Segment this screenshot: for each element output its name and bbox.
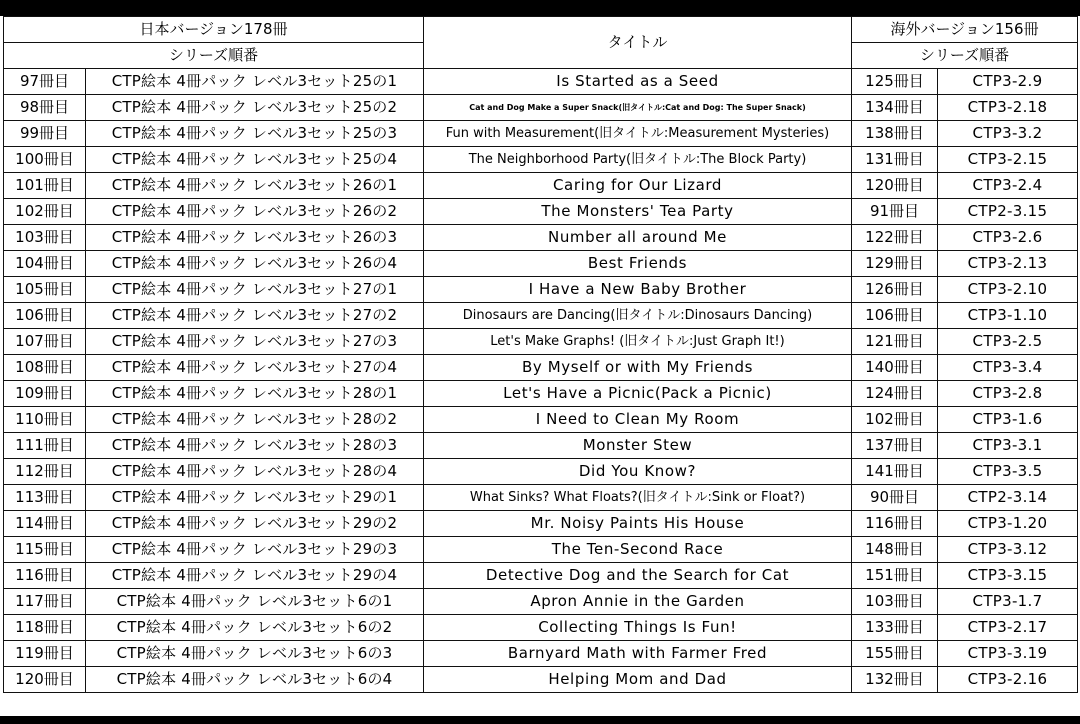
table-row — [4, 511, 1078, 537]
japan-order-cell: 104冊目 — [4, 251, 86, 277]
title-cell: Barnyard Math with Farmer Fred — [424, 641, 852, 667]
series-cell: CTP絵本 4冊パック レベル3セット25の1 — [86, 69, 424, 95]
japan-order-cell: 120冊目 — [4, 667, 86, 693]
series-code-cell: CTP3-3.19 — [938, 641, 1078, 667]
title-cell: Apron Annie in the Garden — [424, 589, 852, 615]
series-code-cell: CTP3-2.6 — [938, 225, 1078, 251]
overseas-order-cell: 155冊目 — [852, 641, 938, 667]
japan-order-cell: 109冊目 — [4, 381, 86, 407]
japan-order-cell: 114冊目 — [4, 511, 86, 537]
table-row — [4, 563, 1078, 589]
header-row-1 — [4, 17, 1078, 43]
series-cell: CTP絵本 4冊パック レベル3セット6の2 — [86, 615, 424, 641]
series-cell: CTP絵本 4冊パック レベル3セット26の4 — [86, 251, 424, 277]
table-row — [4, 407, 1078, 433]
overseas-order-cell: 121冊目 — [852, 329, 938, 355]
title-cell: Cat and Dog Make a Super Snack(旧タイトル:Cat and Dog: The Super Snack) — [424, 95, 852, 121]
series-code-cell: CTP3-2.18 — [938, 95, 1078, 121]
series-code-cell: CTP3-2.9 — [938, 69, 1078, 95]
series-cell: CTP絵本 4冊パック レベル3セット28の1 — [86, 381, 424, 407]
overseas-order-cell: 126冊目 — [852, 277, 938, 303]
overseas-order-cell: 116冊目 — [852, 511, 938, 537]
japan-order-cell: 98冊目 — [4, 95, 86, 121]
table-row — [4, 615, 1078, 641]
series-code-cell: CTP2-3.14 — [938, 485, 1078, 511]
book-list-sheet — [0, 16, 1080, 716]
series-code-cell: CTP3-2.4 — [938, 173, 1078, 199]
series-cell: CTP絵本 4冊パック レベル3セット28の2 — [86, 407, 424, 433]
series-cell: CTP絵本 4冊パック レベル3セット29の2 — [86, 511, 424, 537]
title-cell: Detective Dog and the Search for Cat — [424, 563, 852, 589]
overseas-order-cell: 131冊目 — [852, 147, 938, 173]
overseas-order-cell: 106冊目 — [852, 303, 938, 329]
series-cell: CTP絵本 4冊パック レベル3セット28の4 — [86, 459, 424, 485]
japan-order-cell: 116冊目 — [4, 563, 86, 589]
title-column-header: タイトル — [424, 17, 852, 69]
title-cell: Dinosaurs are Dancing(旧タイトル:Dinosaurs Dancing) — [424, 303, 852, 329]
table-row — [4, 147, 1078, 173]
table-row — [4, 251, 1078, 277]
table-row — [4, 329, 1078, 355]
overseas-order-cell: 124冊目 — [852, 381, 938, 407]
japan-order-cell: 110冊目 — [4, 407, 86, 433]
series-cell: CTP絵本 4冊パック レベル3セット28の3 — [86, 433, 424, 459]
japan-order-cell: 106冊目 — [4, 303, 86, 329]
table-row — [4, 459, 1078, 485]
series-cell: CTP絵本 4冊パック レベル3セット26の1 — [86, 173, 424, 199]
table-row — [4, 225, 1078, 251]
series-code-cell: CTP3-2.16 — [938, 667, 1078, 693]
overseas-order-cell: 122冊目 — [852, 225, 938, 251]
overseas-order-cell: 137冊目 — [852, 433, 938, 459]
title-cell: The Monsters' Tea Party — [424, 199, 852, 225]
title-cell: Mr. Noisy Paints His House — [424, 511, 852, 537]
series-code-cell: CTP3-1.20 — [938, 511, 1078, 537]
series-code-cell: CTP3-3.5 — [938, 459, 1078, 485]
overseas-order-cell: 91冊目 — [852, 199, 938, 225]
series-code-cell: CTP3-1.6 — [938, 407, 1078, 433]
series-cell: CTP絵本 4冊パック レベル3セット27の4 — [86, 355, 424, 381]
overseas-order-cell: 141冊目 — [852, 459, 938, 485]
series-cell: CTP絵本 4冊パック レベル3セット26の3 — [86, 225, 424, 251]
overseas-order-cell: 125冊目 — [852, 69, 938, 95]
table-row — [4, 485, 1078, 511]
table-row — [4, 355, 1078, 381]
overseas-order-cell: 134冊目 — [852, 95, 938, 121]
overseas-order-cell: 132冊目 — [852, 667, 938, 693]
overseas-order-cell: 148冊目 — [852, 537, 938, 563]
table-row — [4, 303, 1078, 329]
japan-order-cell: 119冊目 — [4, 641, 86, 667]
japan-order-cell: 118冊目 — [4, 615, 86, 641]
series-code-cell: CTP3-2.8 — [938, 381, 1078, 407]
title-cell: Collecting Things Is Fun! — [424, 615, 852, 641]
series-cell: CTP絵本 4冊パック レベル3セット27の3 — [86, 329, 424, 355]
series-cell: CTP絵本 4冊パック レベル3セット29の3 — [86, 537, 424, 563]
series-order-header-left: シリーズ順番 — [4, 43, 424, 69]
japan-order-cell: 105冊目 — [4, 277, 86, 303]
table-row — [4, 589, 1078, 615]
series-cell: CTP絵本 4冊パック レベル3セット27の1 — [86, 277, 424, 303]
japan-order-cell: 111冊目 — [4, 433, 86, 459]
table-row — [4, 667, 1078, 693]
series-code-cell: CTP3-3.4 — [938, 355, 1078, 381]
title-cell: Monster Stew — [424, 433, 852, 459]
title-cell: Fun with Measurement(旧タイトル:Measurement Mysteries) — [424, 121, 852, 147]
table-row — [4, 537, 1078, 563]
japan-order-cell: 101冊目 — [4, 173, 86, 199]
title-cell: Let's Make Graphs! (旧タイトル:Just Graph It!) — [424, 329, 852, 355]
series-cell: CTP絵本 4冊パック レベル3セット29の4 — [86, 563, 424, 589]
table-row — [4, 641, 1078, 667]
series-code-cell: CTP3-2.17 — [938, 615, 1078, 641]
overseas-order-cell: 140冊目 — [852, 355, 938, 381]
table-row — [4, 433, 1078, 459]
table-row — [4, 381, 1078, 407]
overseas-order-cell: 120冊目 — [852, 173, 938, 199]
series-code-cell: CTP3-1.7 — [938, 589, 1078, 615]
table-row — [4, 173, 1078, 199]
series-cell: CTP絵本 4冊パック レベル3セット27の2 — [86, 303, 424, 329]
title-cell: I Have a New Baby Brother — [424, 277, 852, 303]
series-code-cell: CTP3-3.12 — [938, 537, 1078, 563]
series-code-cell: CTP3-2.5 — [938, 329, 1078, 355]
title-cell: The Neighborhood Party(旧タイトル:The Block Party) — [424, 147, 852, 173]
series-cell: CTP絵本 4冊パック レベル3セット26の2 — [86, 199, 424, 225]
title-cell: Number all around Me — [424, 225, 852, 251]
title-cell: Helping Mom and Dad — [424, 667, 852, 693]
series-code-cell: CTP3-3.1 — [938, 433, 1078, 459]
overseas-order-cell: 90冊目 — [852, 485, 938, 511]
title-cell: Best Friends — [424, 251, 852, 277]
japan-order-cell: 103冊目 — [4, 225, 86, 251]
series-cell: CTP絵本 4冊パック レベル3セット6の4 — [86, 667, 424, 693]
bottom-border — [0, 716, 1080, 724]
title-cell: Is Started as a Seed — [424, 69, 852, 95]
series-code-cell: CTP3-2.13 — [938, 251, 1078, 277]
series-code-cell: CTP3-2.10 — [938, 277, 1078, 303]
overseas-order-cell: 151冊目 — [852, 563, 938, 589]
japan-order-cell: 102冊目 — [4, 199, 86, 225]
title-cell: By Myself or with My Friends — [424, 355, 852, 381]
series-code-cell: CTP3-2.15 — [938, 147, 1078, 173]
table-body — [4, 69, 1078, 693]
title-cell: What Sinks? What Floats?(旧タイトル:Sink or Float?) — [424, 485, 852, 511]
series-cell: CTP絵本 4冊パック レベル3セット6の3 — [86, 641, 424, 667]
japan-order-cell: 112冊目 — [4, 459, 86, 485]
japan-order-cell: 97冊目 — [4, 69, 86, 95]
series-cell: CTP絵本 4冊パック レベル3セット25の3 — [86, 121, 424, 147]
table-row — [4, 121, 1078, 147]
series-cell: CTP絵本 4冊パック レベル3セット6の1 — [86, 589, 424, 615]
series-code-cell: CTP2-3.15 — [938, 199, 1078, 225]
book-list-table — [3, 16, 1078, 693]
japan-version-header: 日本バージョン178冊 — [4, 17, 424, 43]
series-code-cell: CTP3-3.2 — [938, 121, 1078, 147]
table-row — [4, 69, 1078, 95]
title-cell: I Need to Clean My Room — [424, 407, 852, 433]
overseas-order-cell: 138冊目 — [852, 121, 938, 147]
title-cell: Caring for Our Lizard — [424, 173, 852, 199]
japan-order-cell: 113冊目 — [4, 485, 86, 511]
table-row — [4, 277, 1078, 303]
japan-order-cell: 108冊目 — [4, 355, 86, 381]
japan-order-cell: 115冊目 — [4, 537, 86, 563]
table-row — [4, 199, 1078, 225]
japan-order-cell: 117冊目 — [4, 589, 86, 615]
series-cell: CTP絵本 4冊パック レベル3セット29の1 — [86, 485, 424, 511]
series-cell: CTP絵本 4冊パック レベル3セット25の4 — [86, 147, 424, 173]
overseas-order-cell: 102冊目 — [852, 407, 938, 433]
overseas-order-cell: 129冊目 — [852, 251, 938, 277]
overseas-order-cell: 103冊目 — [852, 589, 938, 615]
title-cell: The Ten-Second Race — [424, 537, 852, 563]
title-cell: Let's Have a Picnic(Pack a Picnic) — [424, 381, 852, 407]
japan-order-cell: 100冊目 — [4, 147, 86, 173]
overseas-version-header: 海外バージョン156冊 — [852, 17, 1078, 43]
series-cell: CTP絵本 4冊パック レベル3セット25の2 — [86, 95, 424, 121]
overseas-order-cell: 133冊目 — [852, 615, 938, 641]
series-order-header-right: シリーズ順番 — [852, 43, 1078, 69]
japan-order-cell: 99冊目 — [4, 121, 86, 147]
series-code-cell: CTP3-1.10 — [938, 303, 1078, 329]
title-cell: Did You Know? — [424, 459, 852, 485]
series-code-cell: CTP3-3.15 — [938, 563, 1078, 589]
japan-order-cell: 107冊目 — [4, 329, 86, 355]
table-row — [4, 95, 1078, 121]
